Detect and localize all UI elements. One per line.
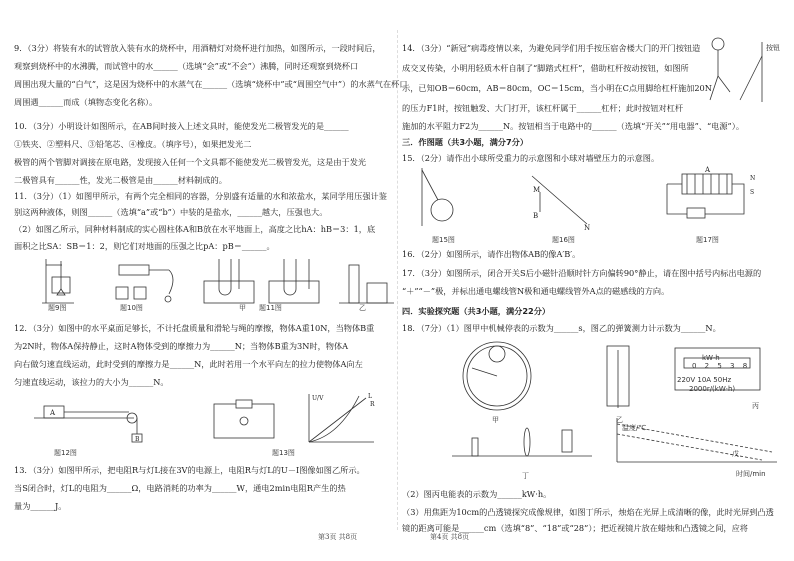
graph-wu-xlabel: 时间/min (736, 470, 766, 478)
q14-line1: 14．（3分）“新冠”病毒疫情以来，为避免同学们用手按压宿舍楼大门的开门按钮造 (402, 43, 701, 53)
fig11-yi: 乙 (359, 304, 366, 312)
q18-line2: （2）图丙电能表的示数为______kW·h。 (402, 489, 552, 499)
fig18-jia: 甲 (492, 416, 499, 424)
q9-line2: 观察到烧杯中的水沸腾，而试管中的水______（选填“会”或“不会”）沸腾，同时还观察到烧杯口 (14, 61, 359, 71)
q10-line2: ①铁夹、②塑料尺、③铅笔芯、④橡皮。（填序号），如果把发光二 (14, 139, 252, 149)
meter-title: kW·h (702, 354, 720, 362)
q12-line1: 12．（3分）如图中的水平桌面足够长，不计托盘质量和滑轮与绳的摩擦，物体A重10N，当物体B重 (14, 323, 375, 333)
q14-line2: 成交叉传染，小明用轻质木杆自制了“脚踏式杠杆”，借助杠杆按动按钮，如图所 (402, 63, 689, 73)
footer-right: 第4页 共8页 (430, 533, 470, 541)
svg-text:B: B (533, 212, 539, 220)
q13-line1: 13．（3分）如图甲所示，把电阻R与灯L接在3V的电源上，电阻R与灯L的U－I图像如图乙所示。 (14, 465, 365, 475)
q11-line3: （2）如图乙所示，同种材料制成的实心圆柱体A和B放在水平地面上，高度之比hA：hB＝3：1，底 (14, 224, 376, 234)
fig16-caption: 题16图 (552, 236, 575, 244)
footer-left: 第3页 共8页 (318, 533, 358, 541)
q16-text: 16．（2分）如图所示，请作出物体AB的像A′B′。 (402, 249, 581, 259)
q18-line3: （3）用焦距为10cm的凸透镜探究成像规律，如图丁所示，烛焰在光屏上成清晰的像，此时光屏到凸透 (402, 507, 774, 517)
svg-text:U/V: U/V (312, 395, 324, 402)
fig12-caption: 题12图 (54, 449, 77, 457)
fig18-ding: 丁 (522, 472, 529, 480)
svg-text:N: N (750, 175, 756, 182)
q14-line3: 示，已知OB＝60cm，AB＝80cm，OC＝15cm，当小明在C点用脚给杠杆施加20N (402, 83, 712, 93)
q9-line4: 周围遇______而成（填物态变化名称）。 (14, 97, 158, 107)
button-label: 按钮 (766, 44, 780, 52)
svg-text:A: A (705, 166, 711, 174)
svg-text:N: N (584, 224, 591, 230)
q9-line3: 周围出现大量的“白气”，这是因为烧杯中的水蒸气在______（选填“烧杯中”或“周围空气中”）的水蒸气在杯口 (14, 79, 408, 89)
q9-line1: 9．（3分）将装有水的试管放入装有水的烧杯中，用酒精灯对烧杯进行加热，如图所示，一段时间后， (14, 43, 381, 53)
figures-12-13 (34, 392, 394, 452)
svg-text:S: S (750, 189, 755, 196)
meter-spec: 220V 10A 50Hz (677, 376, 732, 384)
fig11-jia: 甲 (239, 304, 246, 312)
q12-line3: 向右做匀速直线运动，此时受到的摩擦力是______N，此时若用一个水平向左的拉力使物体A向左 (14, 359, 363, 369)
section-3-title: 三．作图题（共3小题，满分7分） (402, 137, 529, 147)
q13-line3: 量为______J。 (14, 501, 67, 511)
fig10-caption: 题10图 (120, 304, 143, 312)
q17-line2: “＋”“－”极，并标出通电螺线管N极和通电螺线管外A点的磁感线的方向。 (402, 286, 670, 296)
q15-text: 15．（2分）请作出小球所受重力的示意图和小球对墙壁压力的示意图。 (402, 153, 660, 163)
fig13-caption: 题13图 (272, 449, 295, 457)
figures-15-16-17 (402, 166, 782, 230)
figure-14 (700, 36, 790, 106)
q14-line4: 的压力F1时，按钮触发、大门打开，该杠杆属于______杠杆；此时按钮对杠杆 (402, 103, 684, 113)
q10-line1: 10．（3分）小明设计如图所示，在AB间时接入上述文具时，能使发光二极管发光的是______ (14, 121, 349, 131)
figures-9-10-11 (34, 255, 394, 315)
meter-digits: 0 2 5 3 8 (692, 362, 751, 370)
meter-rate: 2000r/(kW·h) (689, 385, 736, 393)
svg-text:A: A (50, 409, 56, 417)
fig9-caption: 题9图 (48, 304, 67, 312)
q11-line2: 别这两种液体，则图______（选填“a”或“b”）中装的是盐水，______越大，压强也大。 (14, 207, 328, 217)
q11-line4: 面积之比SA：SB＝1：2，则它们对地面的压强之比pA：pB＝______。 (14, 241, 275, 251)
q18-line4: 镜的距离可能是______cm（选填“8”、“18”或“28”）；把近视镜片放在蜡烛和凸透镜之间，应将 (402, 523, 748, 533)
q10-line3: 极管的两个管脚对调接在原电路，发现接入任何一个文具都不能使发光二极管发光，这是由于发光 (14, 157, 367, 167)
fig17-caption: 题17图 (696, 236, 719, 244)
svg-text:R: R (370, 401, 375, 408)
svg-text:L: L (368, 393, 372, 400)
svg-text:M: M (533, 186, 541, 194)
section-4-title: 四．实验探究题（共3小题，满分22分） (402, 306, 551, 316)
fig15-caption: 题15图 (432, 236, 455, 244)
q11-line1: 11．（3分）（1）如图甲所示，有两个完全相同的容器，分别盛有适量的水和浓盐水，某同学用压强计鉴 (14, 191, 387, 201)
page-divider (397, 30, 398, 530)
fig18-wu: 戊 (732, 450, 739, 458)
q12-line2: 为2N时，物体A保持静止，这时A物体受到的摩擦力为______N；当物体B重为3N时，物体A (14, 341, 349, 351)
q14-line5: 施加的水平阻力F2为______N。按钮相当于电路中的______（选填“开关”“用电器”、“电源”）。 (402, 121, 745, 131)
q12-line4: 匀速直线运动，该拉力的大小为______N。 (14, 377, 169, 387)
svg-text:B: B (135, 436, 140, 443)
q17-line1: 17．（3分）如图所示，闭合开关S后小磁针沿顺时针方向偏转90°静止，请在图中括号内标出电源的 (402, 268, 762, 278)
fig11-caption: 题11图 (259, 304, 282, 312)
q10-line4: 二极管具有______性，发光二极管是由______材料制成的。 (14, 175, 227, 185)
q18-line1: 18．（7分）（1）图甲中机械停表的示数为______s，图乙的弹簧测力计示数为______N。 (402, 323, 721, 333)
fig18-yi: 乙 (616, 416, 623, 424)
fig18-bing: 丙 (752, 402, 759, 410)
graph-wu-ylabel: 温度/℃ (622, 424, 647, 432)
q13-line2: 当S闭合时，灯L的电阻为______Ω，电路消耗的功率为______W，通电2min电阻R产生的热 (14, 483, 346, 493)
